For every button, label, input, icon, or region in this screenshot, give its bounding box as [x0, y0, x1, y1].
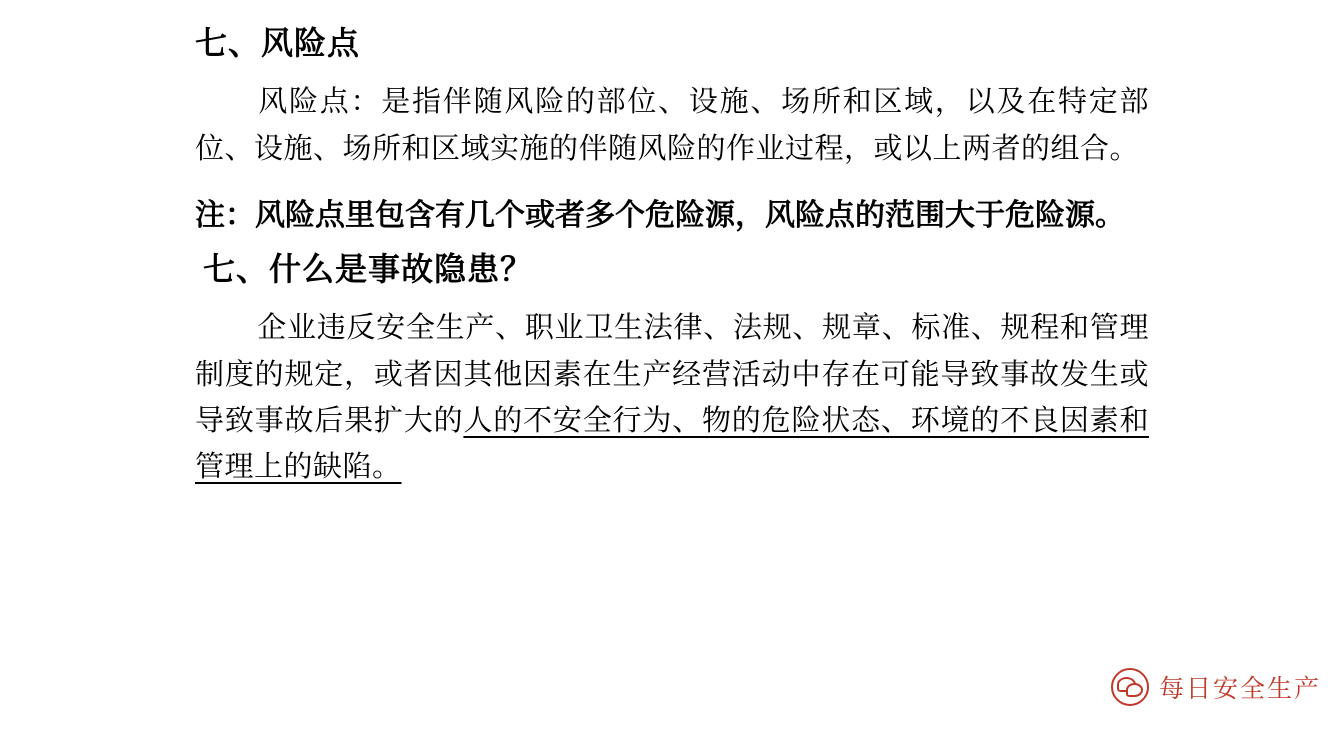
- spacer: [195, 172, 1149, 182]
- paragraph-text-plain: 企业违反安全生产、职业卫生法律、法规、规章、标准、规程和管理制度的规定，或者因其他因素在生产经营活动中存在可能导致事故发生或导致事故后果扩大的: [195, 312, 1149, 437]
- paragraph-text-underlined: 人的不安全行为、物的危险状态、环境的不良因素和管理上的缺陷。: [195, 404, 1149, 484]
- paragraph-accident-hazard-definition: [195, 305, 1149, 491]
- note-risk-point: 注：风险点里包含有几个或者多个危险源，风险点的范围大于危险源。: [195, 198, 1125, 232]
- paragraph-text: 风险点：是指伴随风险的部位、设施、场所和区域，以及在特定部位、设施、场所和区域实施的伴随风险的作业过程，或以上两者的组合。: [195, 86, 1149, 165]
- wechat-icon: [1111, 668, 1149, 706]
- paragraph-risk-point-definition: [195, 79, 1149, 172]
- section-heading-risk-point: 七、风险点: [195, 25, 361, 61]
- watermark-label: 每日安全生产: [1158, 675, 1321, 703]
- section-heading-accident-hazard: 七、什么是事故隐患？: [203, 250, 534, 287]
- watermark-badge: [1111, 668, 1321, 706]
